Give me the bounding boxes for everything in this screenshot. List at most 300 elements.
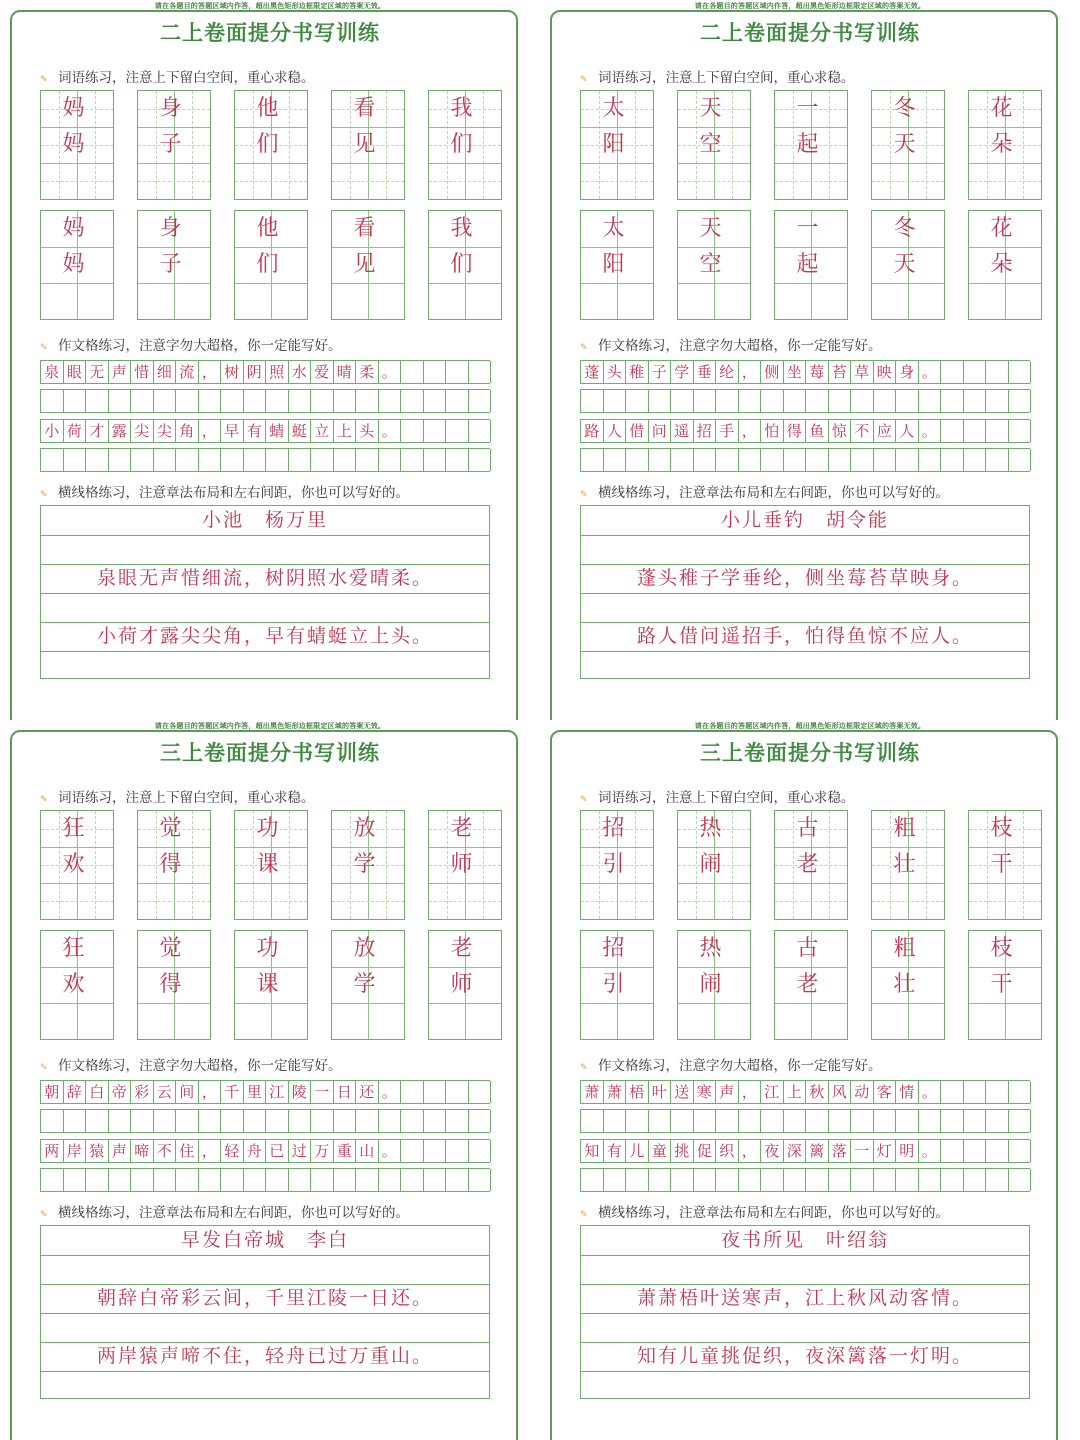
grid-cell[interactable] (874, 1169, 897, 1191)
grid-cell[interactable] (334, 1169, 357, 1191)
grid-cell[interactable]: 招 (694, 420, 717, 442)
grid-cell[interactable]: 千 (221, 1081, 244, 1103)
grid-cell[interactable] (199, 1169, 222, 1191)
grid-cell[interactable]: 柔 (356, 361, 379, 383)
grid-cell[interactable]: ， (199, 1081, 222, 1103)
grid-cell[interactable]: 啼 (131, 1140, 154, 1162)
grid-cell[interactable] (604, 1110, 627, 1132)
grid-cell[interactable]: 上 (784, 1081, 807, 1103)
grid-cell[interactable]: 。 (919, 361, 942, 383)
grid-cell[interactable] (41, 390, 64, 412)
grid-cell[interactable]: 头 (604, 361, 627, 383)
grid-cell[interactable]: 草 (851, 361, 874, 383)
grid-cell[interactable] (446, 1110, 469, 1132)
grid-cell[interactable] (401, 420, 424, 442)
word-practice-box[interactable] (774, 810, 848, 920)
grid-cell[interactable] (244, 390, 267, 412)
grid-cell[interactable]: 早 (221, 420, 244, 442)
grid-cell[interactable] (941, 1110, 964, 1132)
grid-cell[interactable] (851, 390, 874, 412)
grid-cell[interactable]: 重 (334, 1140, 357, 1162)
grid-cell[interactable]: ， (739, 1140, 762, 1162)
grid-cell[interactable]: 稚 (626, 361, 649, 383)
word-practice-box[interactable] (40, 210, 114, 320)
grid-cell[interactable] (244, 1110, 267, 1132)
grid-cell[interactable] (469, 390, 492, 412)
grid-cell[interactable]: 学 (671, 361, 694, 383)
grid-cell[interactable] (379, 1169, 402, 1191)
grid-cell[interactable]: 声 (716, 1081, 739, 1103)
grid-cell[interactable]: 流 (176, 361, 199, 383)
word-practice-box[interactable] (968, 810, 1042, 920)
grid-cell[interactable] (311, 1169, 334, 1191)
grid-cell[interactable]: ， (739, 361, 762, 383)
grid-cell[interactable] (131, 449, 154, 471)
grid-cell[interactable] (649, 449, 672, 471)
grid-cell[interactable] (1009, 1169, 1032, 1191)
grid-cell[interactable]: 问 (649, 420, 672, 442)
grid-cell[interactable] (761, 1110, 784, 1132)
grid-cell[interactable] (1009, 390, 1032, 412)
lined-writing-area[interactable] (40, 1225, 490, 1399)
grid-cell[interactable]: 白 (86, 1081, 109, 1103)
grid-cell[interactable] (941, 1140, 964, 1162)
word-practice-box[interactable] (331, 930, 405, 1040)
grid-cell[interactable] (446, 449, 469, 471)
grid-cell[interactable] (109, 1110, 132, 1132)
grid-cell[interactable] (469, 420, 492, 442)
grid-cell[interactable] (86, 390, 109, 412)
grid-cell[interactable] (379, 449, 402, 471)
grid-cell[interactable]: 晴 (334, 361, 357, 383)
grid-cell[interactable] (1009, 1110, 1032, 1132)
grid-cell[interactable]: 。 (379, 361, 402, 383)
grid-cell[interactable] (671, 390, 694, 412)
grid-cell[interactable] (986, 449, 1009, 471)
grid-cell[interactable] (581, 1169, 604, 1191)
grid-cell[interactable]: 。 (919, 1140, 942, 1162)
grid-cell[interactable] (356, 1169, 379, 1191)
grid-cell[interactable]: 猿 (86, 1140, 109, 1162)
grid-cell[interactable] (446, 1169, 469, 1191)
grid-cell[interactable] (694, 1169, 717, 1191)
word-practice-box[interactable] (871, 930, 945, 1040)
grid-cell[interactable] (424, 1140, 447, 1162)
grid-cell[interactable] (986, 1081, 1009, 1103)
grid-cell[interactable] (964, 361, 987, 383)
grid-cell[interactable] (244, 449, 267, 471)
word-practice-box[interactable] (331, 810, 405, 920)
grid-cell[interactable] (334, 449, 357, 471)
grid-cell[interactable] (266, 1110, 289, 1132)
grid-cell[interactable] (739, 390, 762, 412)
grid-cell[interactable]: 间 (176, 1081, 199, 1103)
word-practice-box[interactable] (580, 930, 654, 1040)
grid-cell[interactable]: 惜 (131, 361, 154, 383)
grid-cell[interactable]: 童 (649, 1140, 672, 1162)
word-practice-box[interactable] (677, 810, 751, 920)
grid-cell[interactable] (154, 1169, 177, 1191)
grid-cell[interactable] (356, 390, 379, 412)
grid-cell[interactable] (64, 390, 87, 412)
grid-cell[interactable] (784, 449, 807, 471)
grid-cell[interactable] (784, 390, 807, 412)
grid-cell[interactable] (266, 390, 289, 412)
grid-cell[interactable] (469, 1169, 492, 1191)
word-practice-box[interactable] (234, 210, 308, 320)
grid-cell[interactable]: 还 (356, 1081, 379, 1103)
grid-cell[interactable]: 纶 (716, 361, 739, 383)
grid-cell[interactable]: 路 (581, 420, 604, 442)
grid-cell[interactable]: 头 (356, 420, 379, 442)
grid-cell[interactable] (356, 1110, 379, 1132)
grid-cell[interactable]: 角 (176, 420, 199, 442)
grid-cell[interactable]: 不 (154, 1140, 177, 1162)
grid-cell[interactable] (446, 390, 469, 412)
grid-cell[interactable]: ， (739, 1081, 762, 1103)
grid-cell[interactable] (334, 1110, 357, 1132)
grid-cell[interactable] (806, 1169, 829, 1191)
grid-cell[interactable] (806, 390, 829, 412)
grid-cell[interactable] (109, 390, 132, 412)
word-practice-box[interactable] (40, 90, 114, 200)
composition-grid-row[interactable] (580, 1168, 1030, 1192)
word-practice-box[interactable] (234, 90, 308, 200)
grid-cell[interactable] (986, 1110, 1009, 1132)
lined-writing-area[interactable] (580, 505, 1030, 679)
grid-cell[interactable]: 知 (581, 1140, 604, 1162)
grid-cell[interactable] (964, 390, 987, 412)
grid-cell[interactable]: 里 (244, 1081, 267, 1103)
grid-cell[interactable] (64, 449, 87, 471)
grid-cell[interactable]: 织 (716, 1140, 739, 1162)
grid-cell[interactable]: 尖 (131, 420, 154, 442)
grid-cell[interactable] (581, 1110, 604, 1132)
composition-grid-row[interactable] (580, 1139, 1030, 1163)
grid-cell[interactable]: 借 (626, 420, 649, 442)
word-practice-box[interactable] (428, 210, 502, 320)
grid-cell[interactable] (424, 1081, 447, 1103)
grid-cell[interactable]: 无 (86, 361, 109, 383)
grid-cell[interactable]: 落 (829, 1140, 852, 1162)
grid-cell[interactable] (581, 390, 604, 412)
grid-cell[interactable]: 情 (896, 1081, 919, 1103)
word-practice-box[interactable] (677, 210, 751, 320)
grid-cell[interactable] (896, 390, 919, 412)
grid-cell[interactable] (469, 449, 492, 471)
composition-grid-row[interactable] (40, 448, 490, 472)
grid-cell[interactable] (266, 1169, 289, 1191)
grid-cell[interactable] (829, 390, 852, 412)
grid-cell[interactable]: 爱 (311, 361, 334, 383)
grid-cell[interactable] (1009, 361, 1032, 383)
grid-cell[interactable] (86, 449, 109, 471)
grid-cell[interactable] (1009, 449, 1032, 471)
grid-cell[interactable] (266, 449, 289, 471)
grid-cell[interactable] (964, 1169, 987, 1191)
grid-cell[interactable] (941, 449, 964, 471)
grid-cell[interactable] (289, 1169, 312, 1191)
grid-cell[interactable] (289, 390, 312, 412)
grid-cell[interactable]: 眼 (64, 361, 87, 383)
grid-cell[interactable] (671, 1110, 694, 1132)
grid-cell[interactable] (986, 390, 1009, 412)
grid-cell[interactable]: 鱼 (806, 420, 829, 442)
grid-cell[interactable] (379, 1110, 402, 1132)
grid-cell[interactable] (131, 1110, 154, 1132)
grid-cell[interactable] (401, 1081, 424, 1103)
grid-cell[interactable]: 送 (671, 1081, 694, 1103)
grid-cell[interactable]: 云 (154, 1081, 177, 1103)
grid-cell[interactable]: 蓬 (581, 361, 604, 383)
grid-cell[interactable]: 儿 (626, 1140, 649, 1162)
grid-cell[interactable] (424, 449, 447, 471)
grid-cell[interactable]: 尖 (154, 420, 177, 442)
grid-cell[interactable]: 人 (896, 420, 919, 442)
word-practice-box[interactable] (137, 930, 211, 1040)
grid-cell[interactable] (64, 1169, 87, 1191)
grid-cell[interactable]: 帝 (109, 1081, 132, 1103)
grid-cell[interactable]: 立 (311, 420, 334, 442)
grid-cell[interactable] (221, 390, 244, 412)
word-practice-box[interactable] (331, 90, 405, 200)
grid-cell[interactable]: 水 (289, 361, 312, 383)
grid-cell[interactable] (626, 449, 649, 471)
grid-cell[interactable] (649, 1169, 672, 1191)
grid-cell[interactable]: 应 (874, 420, 897, 442)
composition-grid-row[interactable] (580, 1109, 1030, 1133)
grid-cell[interactable]: 荷 (64, 420, 87, 442)
grid-cell[interactable] (446, 1081, 469, 1103)
word-practice-box[interactable] (871, 810, 945, 920)
grid-cell[interactable] (919, 1110, 942, 1132)
grid-cell[interactable] (41, 1110, 64, 1132)
grid-cell[interactable] (154, 449, 177, 471)
grid-cell[interactable] (176, 1169, 199, 1191)
grid-cell[interactable] (671, 449, 694, 471)
grid-cell[interactable] (401, 1110, 424, 1132)
word-practice-box[interactable] (968, 930, 1042, 1040)
grid-cell[interactable]: 篱 (806, 1140, 829, 1162)
grid-cell[interactable] (41, 449, 64, 471)
grid-cell[interactable] (896, 1169, 919, 1191)
grid-cell[interactable] (199, 449, 222, 471)
word-practice-box[interactable] (871, 90, 945, 200)
composition-grid-row[interactable] (40, 360, 490, 384)
composition-grid-row[interactable] (580, 419, 1030, 443)
grid-cell[interactable]: 。 (379, 420, 402, 442)
grid-cell[interactable]: 蜓 (289, 420, 312, 442)
grid-cell[interactable]: 身 (896, 361, 919, 383)
grid-cell[interactable]: 照 (266, 361, 289, 383)
grid-cell[interactable] (694, 449, 717, 471)
word-practice-box[interactable] (137, 90, 211, 200)
grid-cell[interactable] (1009, 420, 1032, 442)
grid-cell[interactable] (986, 1169, 1009, 1191)
word-practice-box[interactable] (968, 90, 1042, 200)
composition-grid-row[interactable] (580, 448, 1030, 472)
word-practice-box[interactable] (871, 210, 945, 320)
grid-cell[interactable]: 声 (109, 1140, 132, 1162)
composition-grid-row[interactable] (40, 1168, 490, 1192)
grid-cell[interactable] (86, 1110, 109, 1132)
grid-cell[interactable]: 陵 (289, 1081, 312, 1103)
grid-cell[interactable] (919, 449, 942, 471)
grid-cell[interactable]: 住 (176, 1140, 199, 1162)
grid-cell[interactable] (446, 420, 469, 442)
grid-cell[interactable] (874, 390, 897, 412)
word-practice-box[interactable] (580, 90, 654, 200)
grid-cell[interactable]: 细 (154, 361, 177, 383)
grid-cell[interactable] (401, 1140, 424, 1162)
grid-cell[interactable] (424, 420, 447, 442)
grid-cell[interactable] (64, 1110, 87, 1132)
grid-cell[interactable]: 万 (311, 1140, 334, 1162)
grid-cell[interactable]: 上 (334, 420, 357, 442)
grid-cell[interactable] (199, 390, 222, 412)
grid-cell[interactable]: 秋 (806, 1081, 829, 1103)
grid-cell[interactable] (109, 449, 132, 471)
grid-cell[interactable] (739, 449, 762, 471)
word-practice-box[interactable] (40, 810, 114, 920)
grid-cell[interactable]: 叶 (649, 1081, 672, 1103)
grid-cell[interactable] (919, 1169, 942, 1191)
grid-cell[interactable] (311, 1110, 334, 1132)
grid-cell[interactable]: 苔 (829, 361, 852, 383)
grid-cell[interactable] (469, 1140, 492, 1162)
grid-cell[interactable] (469, 1110, 492, 1132)
grid-cell[interactable]: ， (199, 361, 222, 383)
grid-cell[interactable] (176, 1110, 199, 1132)
grid-cell[interactable]: 已 (266, 1140, 289, 1162)
grid-cell[interactable] (469, 361, 492, 383)
grid-cell[interactable] (604, 390, 627, 412)
grid-cell[interactable] (221, 449, 244, 471)
grid-cell[interactable] (829, 449, 852, 471)
grid-cell[interactable] (716, 1169, 739, 1191)
grid-cell[interactable] (581, 449, 604, 471)
grid-cell[interactable] (941, 1169, 964, 1191)
grid-cell[interactable] (424, 390, 447, 412)
grid-cell[interactable] (604, 1169, 627, 1191)
grid-cell[interactable]: 映 (874, 361, 897, 383)
grid-cell[interactable] (896, 449, 919, 471)
grid-cell[interactable]: 日 (334, 1081, 357, 1103)
grid-cell[interactable]: 。 (919, 1081, 942, 1103)
grid-cell[interactable]: 惊 (829, 420, 852, 442)
grid-cell[interactable] (289, 1110, 312, 1132)
grid-cell[interactable]: 垂 (694, 361, 717, 383)
grid-cell[interactable] (829, 1169, 852, 1191)
grid-cell[interactable] (716, 390, 739, 412)
grid-cell[interactable] (964, 1110, 987, 1132)
grid-cell[interactable] (851, 1169, 874, 1191)
word-practice-box[interactable] (677, 90, 751, 200)
grid-cell[interactable] (469, 1081, 492, 1103)
grid-cell[interactable] (221, 1110, 244, 1132)
grid-cell[interactable]: 小 (41, 420, 64, 442)
composition-grid-row[interactable] (40, 419, 490, 443)
grid-cell[interactable]: 挑 (671, 1140, 694, 1162)
composition-grid-row[interactable] (580, 360, 1030, 384)
grid-cell[interactable] (131, 1169, 154, 1191)
grid-cell[interactable] (1009, 1081, 1032, 1103)
grid-cell[interactable] (716, 449, 739, 471)
grid-cell[interactable] (626, 1169, 649, 1191)
word-practice-box[interactable] (580, 810, 654, 920)
grid-cell[interactable] (446, 1140, 469, 1162)
grid-cell[interactable]: 江 (266, 1081, 289, 1103)
word-practice-box[interactable] (428, 90, 502, 200)
grid-cell[interactable]: ， (199, 420, 222, 442)
word-practice-box[interactable] (331, 210, 405, 320)
grid-cell[interactable]: 怕 (761, 420, 784, 442)
word-practice-box[interactable] (234, 930, 308, 1040)
grid-cell[interactable]: 山 (356, 1140, 379, 1162)
grid-cell[interactable] (424, 1110, 447, 1132)
grid-cell[interactable] (896, 1110, 919, 1132)
grid-cell[interactable] (244, 1169, 267, 1191)
grid-cell[interactable] (334, 390, 357, 412)
grid-cell[interactable]: 。 (919, 420, 942, 442)
grid-cell[interactable] (716, 1110, 739, 1132)
grid-cell[interactable] (739, 1110, 762, 1132)
grid-cell[interactable]: 深 (784, 1140, 807, 1162)
grid-cell[interactable]: 轻 (221, 1140, 244, 1162)
grid-cell[interactable] (806, 1110, 829, 1132)
grid-cell[interactable] (694, 1110, 717, 1132)
grid-cell[interactable] (649, 390, 672, 412)
grid-cell[interactable] (401, 1169, 424, 1191)
grid-cell[interactable] (131, 390, 154, 412)
composition-grid-row[interactable] (580, 389, 1030, 413)
composition-grid-row[interactable] (580, 1080, 1030, 1104)
grid-cell[interactable] (784, 1110, 807, 1132)
grid-cell[interactable] (986, 361, 1009, 383)
grid-cell[interactable] (739, 1169, 762, 1191)
grid-cell[interactable]: 一 (311, 1081, 334, 1103)
word-practice-box[interactable] (40, 930, 114, 1040)
grid-cell[interactable]: 两 (41, 1140, 64, 1162)
grid-cell[interactable]: ， (739, 420, 762, 442)
grid-cell[interactable]: 才 (86, 420, 109, 442)
grid-cell[interactable]: 有 (604, 1140, 627, 1162)
grid-cell[interactable] (289, 449, 312, 471)
grid-cell[interactable] (941, 1081, 964, 1103)
grid-cell[interactable]: 有 (244, 420, 267, 442)
grid-cell[interactable]: 声 (109, 361, 132, 383)
grid-cell[interactable]: 遥 (671, 420, 694, 442)
grid-cell[interactable] (941, 390, 964, 412)
lined-writing-area[interactable] (580, 1225, 1030, 1399)
grid-cell[interactable] (446, 361, 469, 383)
grid-cell[interactable]: 过 (289, 1140, 312, 1162)
grid-cell[interactable] (401, 361, 424, 383)
grid-cell[interactable]: 明 (896, 1140, 919, 1162)
grid-cell[interactable]: 。 (379, 1140, 402, 1162)
grid-cell[interactable] (199, 1110, 222, 1132)
word-practice-box[interactable] (774, 210, 848, 320)
grid-cell[interactable] (176, 449, 199, 471)
word-practice-box[interactable] (774, 90, 848, 200)
word-practice-box[interactable] (677, 930, 751, 1040)
grid-cell[interactable]: 泉 (41, 361, 64, 383)
grid-cell[interactable] (154, 390, 177, 412)
grid-cell[interactable] (874, 449, 897, 471)
grid-cell[interactable] (176, 390, 199, 412)
word-practice-box[interactable] (137, 210, 211, 320)
word-practice-box[interactable] (137, 810, 211, 920)
